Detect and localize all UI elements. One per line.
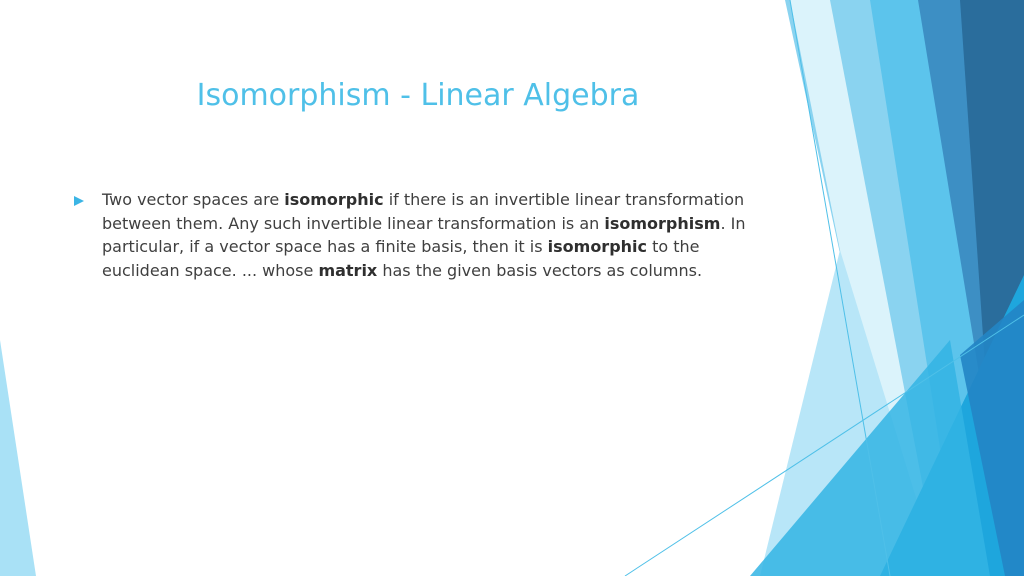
- bullet-text-bold: isomorphic: [547, 237, 648, 257]
- left-edge-shape: [0, 340, 36, 576]
- bullet-text-part: has the given basis vectors as columns.: [377, 260, 703, 280]
- bullet-text-part: Two vector spaces are: [102, 190, 285, 209]
- bullet-text-part: if there is an invertible linear transformation between them. Any such invertible linear transformation is an: [102, 190, 745, 233]
- bullet-text: [102, 188, 758, 282]
- bullet-text-part: . In particular, if a vector space has a finite basis, then it is: [102, 213, 746, 257]
- bullet-text-bold: isomorphism: [604, 213, 721, 233]
- triangle-right-icon: [74, 196, 84, 206]
- bullet-text-bold: isomorphic: [284, 190, 384, 209]
- slide-title: Isomorphism - Linear Algebra: [196, 78, 640, 114]
- bullet-item: [68, 188, 768, 282]
- bullet-text-bold: matrix: [318, 260, 378, 280]
- slide-content: [68, 188, 768, 282]
- bullet-text-part: to the euclidean space. ... whose: [102, 237, 700, 280]
